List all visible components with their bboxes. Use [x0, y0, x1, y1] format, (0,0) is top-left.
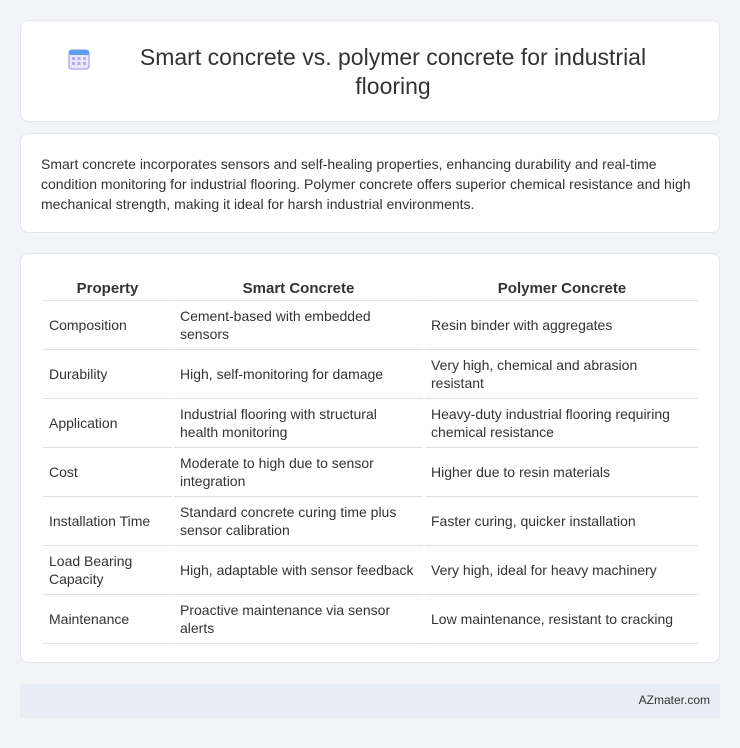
table-cell: Installation Time: [43, 496, 173, 545]
table-cell: Maintenance: [43, 594, 173, 643]
title-row: [21, 43, 719, 101]
page-title: Smart concrete vs. polymer concrete for industrial flooring: [139, 44, 647, 99]
table-cell: Moderate to high due to sensor integration: [173, 447, 424, 496]
summary-card: [20, 133, 720, 233]
calendar-icon: [67, 47, 91, 71]
footer-brand: AZmater.com: [638, 693, 710, 707]
table-cell: Proactive maintenance via sensor alerts: [173, 594, 424, 643]
table-cell: Load Bearing Capacity: [43, 545, 173, 594]
table-cell: Faster curing, quicker installation: [424, 496, 699, 545]
table-cell: Standard concrete curing time plus sensor calibration: [173, 496, 424, 545]
table-row: [43, 349, 699, 398]
table-row: [43, 496, 699, 545]
table-cell: Low maintenance, resistant to cracking: [424, 594, 699, 643]
table-cell: Resin binder with aggregates: [424, 300, 699, 349]
table-row: [43, 447, 699, 496]
column-header: Property: [76, 279, 139, 297]
table-cell: Very high, ideal for heavy machinery: [424, 545, 699, 594]
table-cell: Higher due to resin materials: [424, 447, 699, 496]
table-row: [43, 545, 699, 594]
footer-bar: [20, 684, 720, 718]
table-row: [43, 300, 699, 349]
title-card: [20, 20, 720, 122]
table-cell: Industrial flooring with structural health monitoring: [173, 398, 424, 447]
comparison-table: [43, 274, 699, 644]
table-cell: High, adaptable with sensor feedback: [173, 545, 424, 594]
summary-text: Smart concrete incorporates sensors and self-healing properties, enhancing durability and real-time condition monitoring for industrial flooring. Polymer concrete offers superior chemical resistance and high mechanical strength, making it ideal for harsh industrial environments.: [41, 156, 691, 212]
table-cell: Cost: [43, 447, 173, 496]
table-row: [43, 594, 699, 643]
table-cell: Cement-based with embedded sensors: [173, 300, 424, 349]
table-cell: Durability: [43, 349, 173, 398]
column-header: Smart Concrete: [173, 274, 424, 300]
comparison-card: [20, 253, 720, 663]
table-cell: High, self-monitoring for damage: [173, 349, 424, 398]
table-cell: Very high, chemical and abrasion resistant: [424, 349, 699, 398]
table-cell: Application: [43, 398, 173, 447]
table-row: [43, 398, 699, 447]
table-cell: Composition: [43, 300, 173, 349]
column-header: Polymer Concrete: [424, 274, 699, 300]
table-cell: Heavy-duty industrial flooring requiring chemical resistance: [424, 398, 699, 447]
table-header-row: [43, 274, 699, 300]
